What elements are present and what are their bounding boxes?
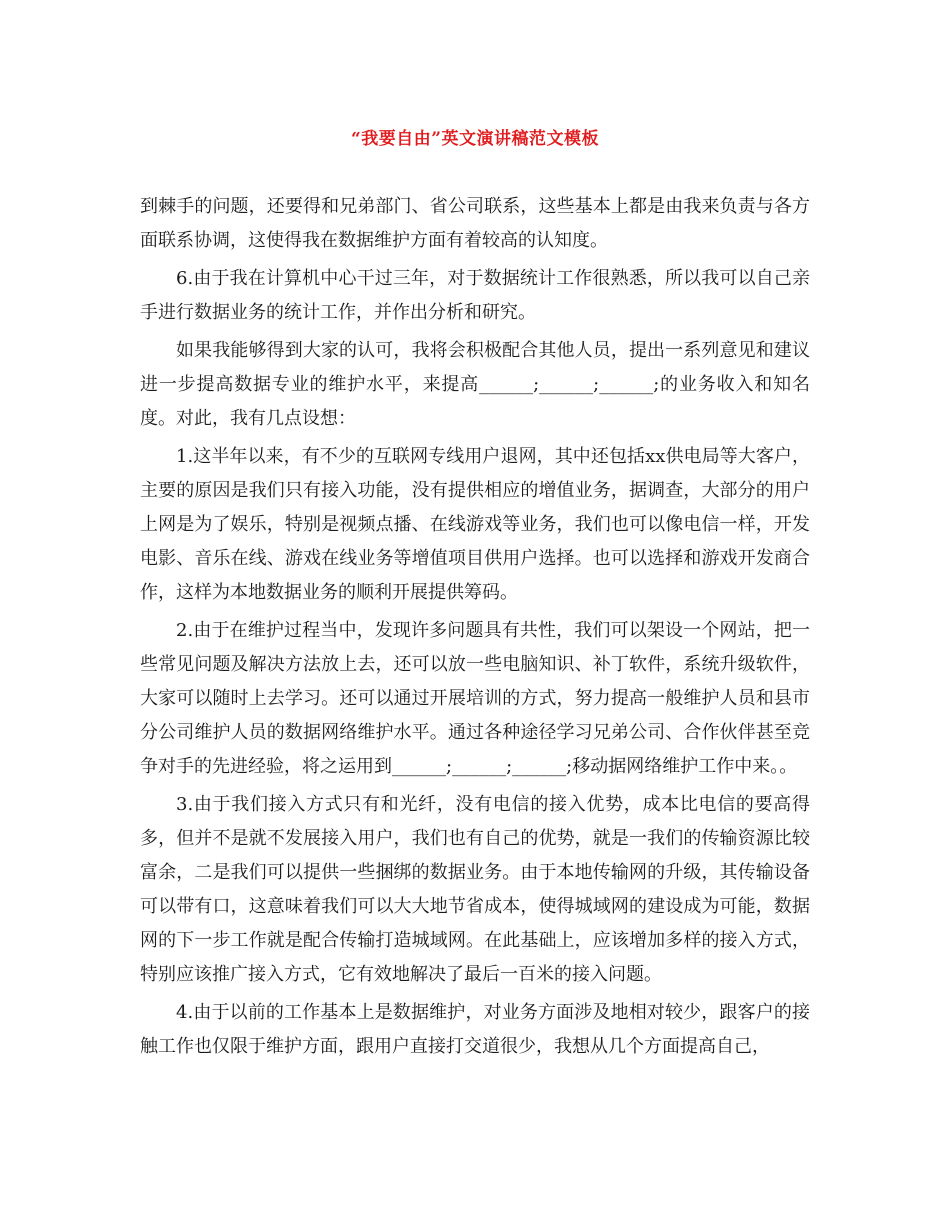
paragraph-point-1: 1.这半年以来，有不少的互联网专线用户退网，其中还包括xx供电局等大客户，主要的原因是我们只有接入功能，没有提供相应的增值业务，据调查，大部分的用户上网是为了娱乐，特别是视频点播、在线游戏等业务，我们也可以像电信一样，开发电影、音乐在线、游戏在线业务等增值项目供用户选择。也可以选择和游戏开发商合作，这样为本地数据业务的顺利开展提供筹码。 (140, 446, 810, 603)
document-title: “我要自由”英文演讲稿范文模板 (350, 129, 600, 149)
paragraph-continuation: 到棘手的问题，还要得和兄弟部门、省公司联系，这些基本上都是由我来负责与各方面联系协调，这使得我在数据维护方面有着较高的认知度。 (140, 196, 810, 251)
paragraph-item-6: 6.由于我在计算机中心干过三年，对于数据统计工作很熟悉，所以我可以自己亲手进行数据业务的统计工作，并作出分析和研究。 (140, 268, 810, 323)
paragraph-point-2: 2.由于在维护过程当中，发现许多问题具有共性，我们可以架设一个网站，把一些常见问题及解决方法放上去，还可以放一些电脑知识、补丁软件，系统升级软件，大家可以随时上去学习。还可以通过开展培训的方式，努力提高一般维护人员和县市分公司维护人员的数据网络维护水平。通过各种途径学习兄弟公司、合作伙伴甚至竞争对手的先进经验，将之运用到______;______;______;移动据网络维护工作中来。。 (140, 620, 810, 777)
paragraph-intro: 如果我能够得到大家的认可，我将会积极配合其他人员，提出一系列意见和建议进一步提高数据专业的维护水平，来提高______;______;______;的业务收入和知名度。对此，我有几点设想： (140, 340, 810, 429)
paragraph-point-4: 4.由于以前的工作基本上是数据维护，对业务方面涉及地相对较少，跟客户的接触工作也仅限于维护方面，跟用户直接打交道很少，我想从几个方面提高自己， (140, 1002, 810, 1057)
paragraph-point-3: 3.由于我们接入方式只有和光纤，没有电信的接入优势，成本比电信的要高得多，但并不是就不发展接入用户，我们也有自己的优势，就是一我们的传输资源比较富余，二是我们可以提供一些捆绑的数据业务。由于本地传输网的升级，其传输设备可以带有口，这意味着我们可以大大地节省成本，使得城域网的建设成为可能，数据网的下一步工作就是配合传输打造城域网。在此基础上，应该增加多样的接入方式，特别应该推广接入方式，它有效地解决了最后一百米的接入问题。 (140, 794, 810, 985)
document-body (140, 190, 810, 1068)
